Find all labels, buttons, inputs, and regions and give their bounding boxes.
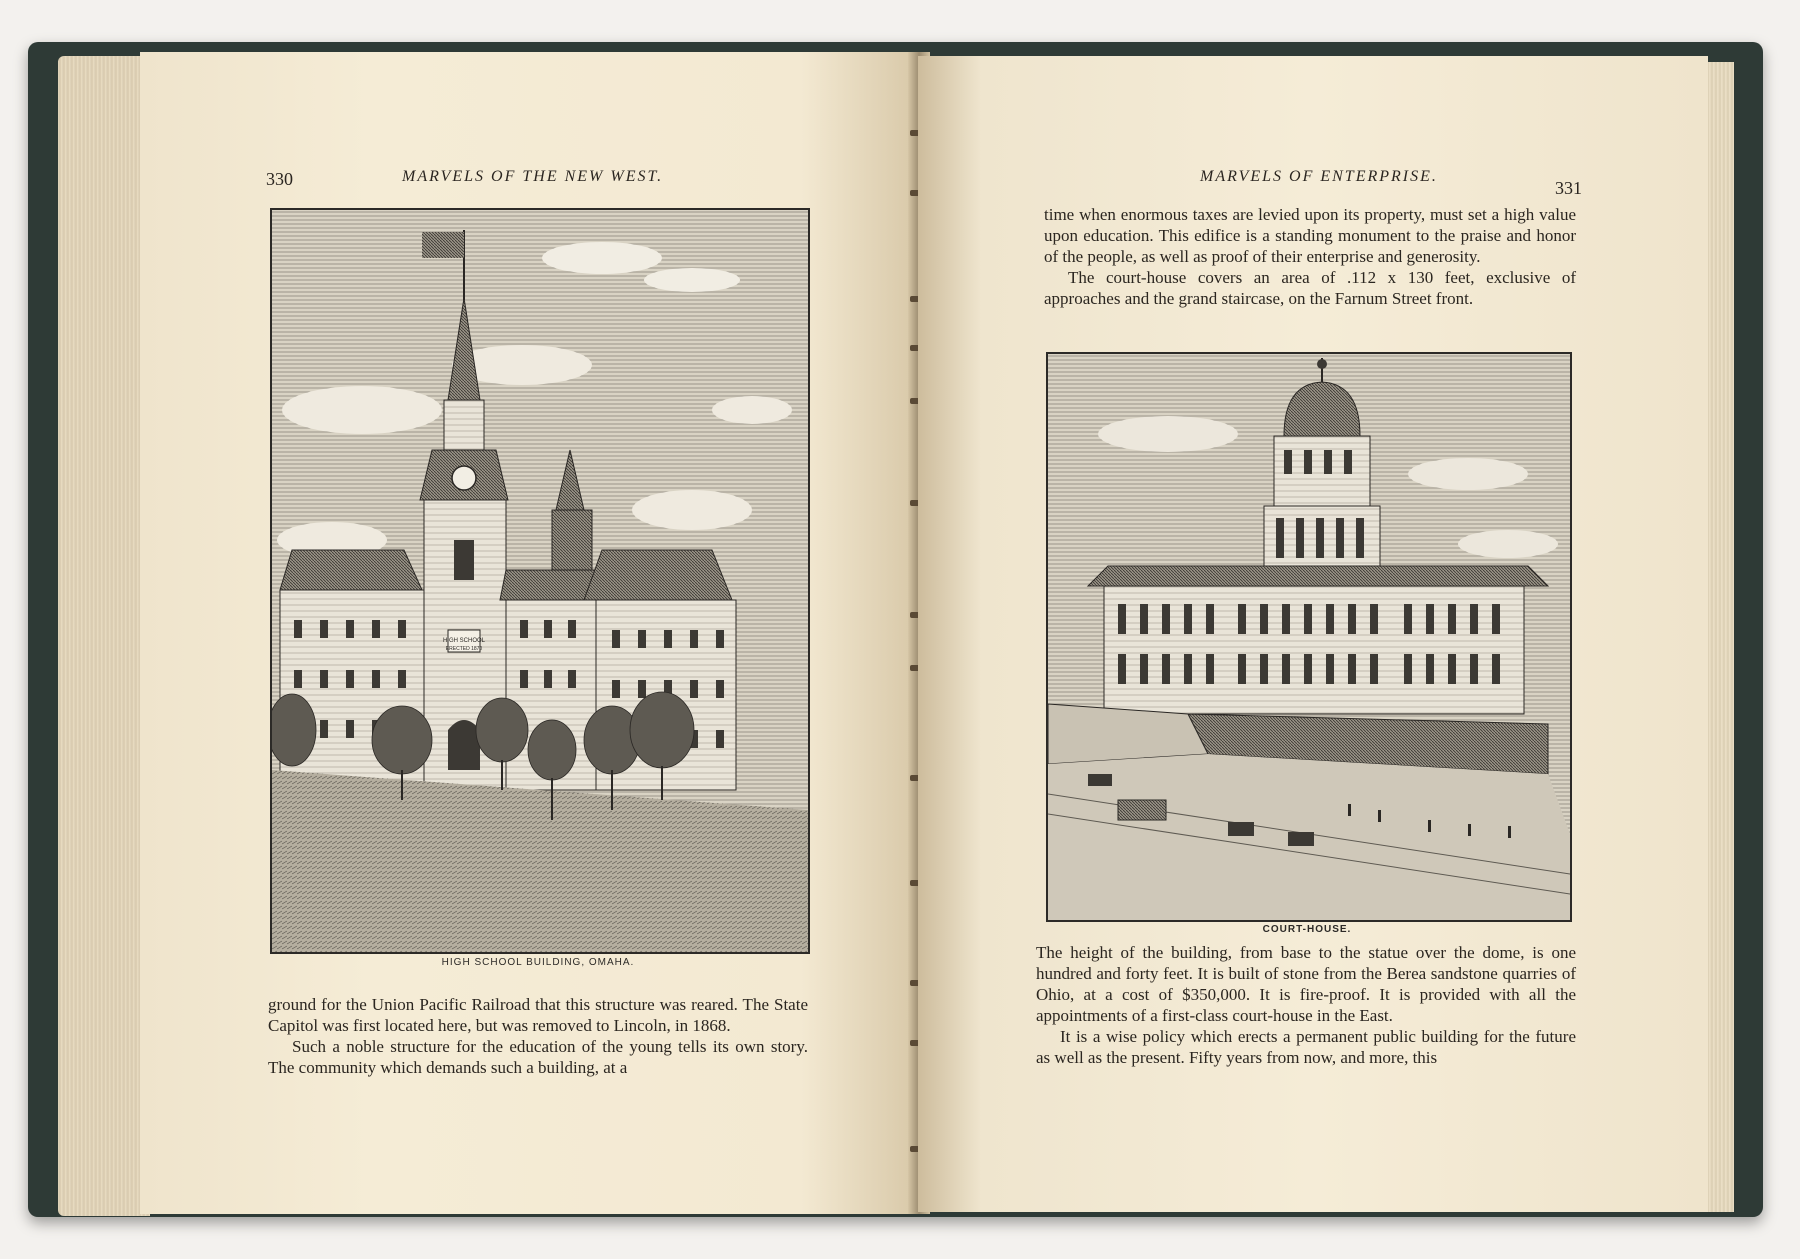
left-page <box>140 52 918 1214</box>
figure-caption-left: HIGH SCHOOL BUILDING, OMAHA. <box>441 957 635 968</box>
left-page-edges <box>58 56 150 1216</box>
body-text-left <box>268 994 808 1078</box>
page-number-left: 330 <box>266 169 293 189</box>
body-text-right-bottom <box>1036 942 1576 1068</box>
paragraph: Such a noble structure for the education of the young tells its own story. The community which demands such a building, at a <box>268 1037 808 1077</box>
school-sign-line2: ERECTED 1870 <box>445 646 483 652</box>
figure-caption-right: COURT-HOUSE. <box>1262 924 1352 935</box>
high-school-engraving <box>270 208 810 954</box>
paragraph: time when enormous taxes are levied upon its property, must set a high value upon education. This edifice is a standing monument to the praise and honor of the people, as well as proof of their enterprise and generosity. <box>1044 205 1576 266</box>
page-number-right: 331 <box>1555 178 1582 198</box>
paragraph: The height of the building, from base to the statue over the dome, is one hundred and forty feet. It is built of stone from the Berea sandstone quarries of Ohio, at a cost of $350,000. It is fire-proof. It is provided with all the appointments of a first-class court-house in the East. <box>1036 943 1576 1025</box>
paragraph: ground for the Union Pacific Railroad that this structure was reared. The State Capitol was first located here, but was removed to Lincoln, in 1868. <box>268 995 808 1035</box>
right-page <box>918 56 1708 1212</box>
body-text-right-top <box>1044 204 1576 309</box>
school-sign-line1: HIGH SCHOOL <box>442 638 486 644</box>
paragraph: The court-house covers an area of .112 x 130 feet, exclusive of approaches and the grand staircase, on the Farnum Street front. <box>1044 268 1576 308</box>
paragraph: It is a wise policy which erects a permanent public building for the future as well as the present. Fifty years from now, and more, this <box>1036 1027 1576 1067</box>
running-head-left: MARVELS OF THE NEW WEST. <box>402 168 664 185</box>
running-head-right: MARVELS OF ENTERPRISE. <box>1200 168 1438 185</box>
court-house-engraving <box>1046 352 1572 922</box>
